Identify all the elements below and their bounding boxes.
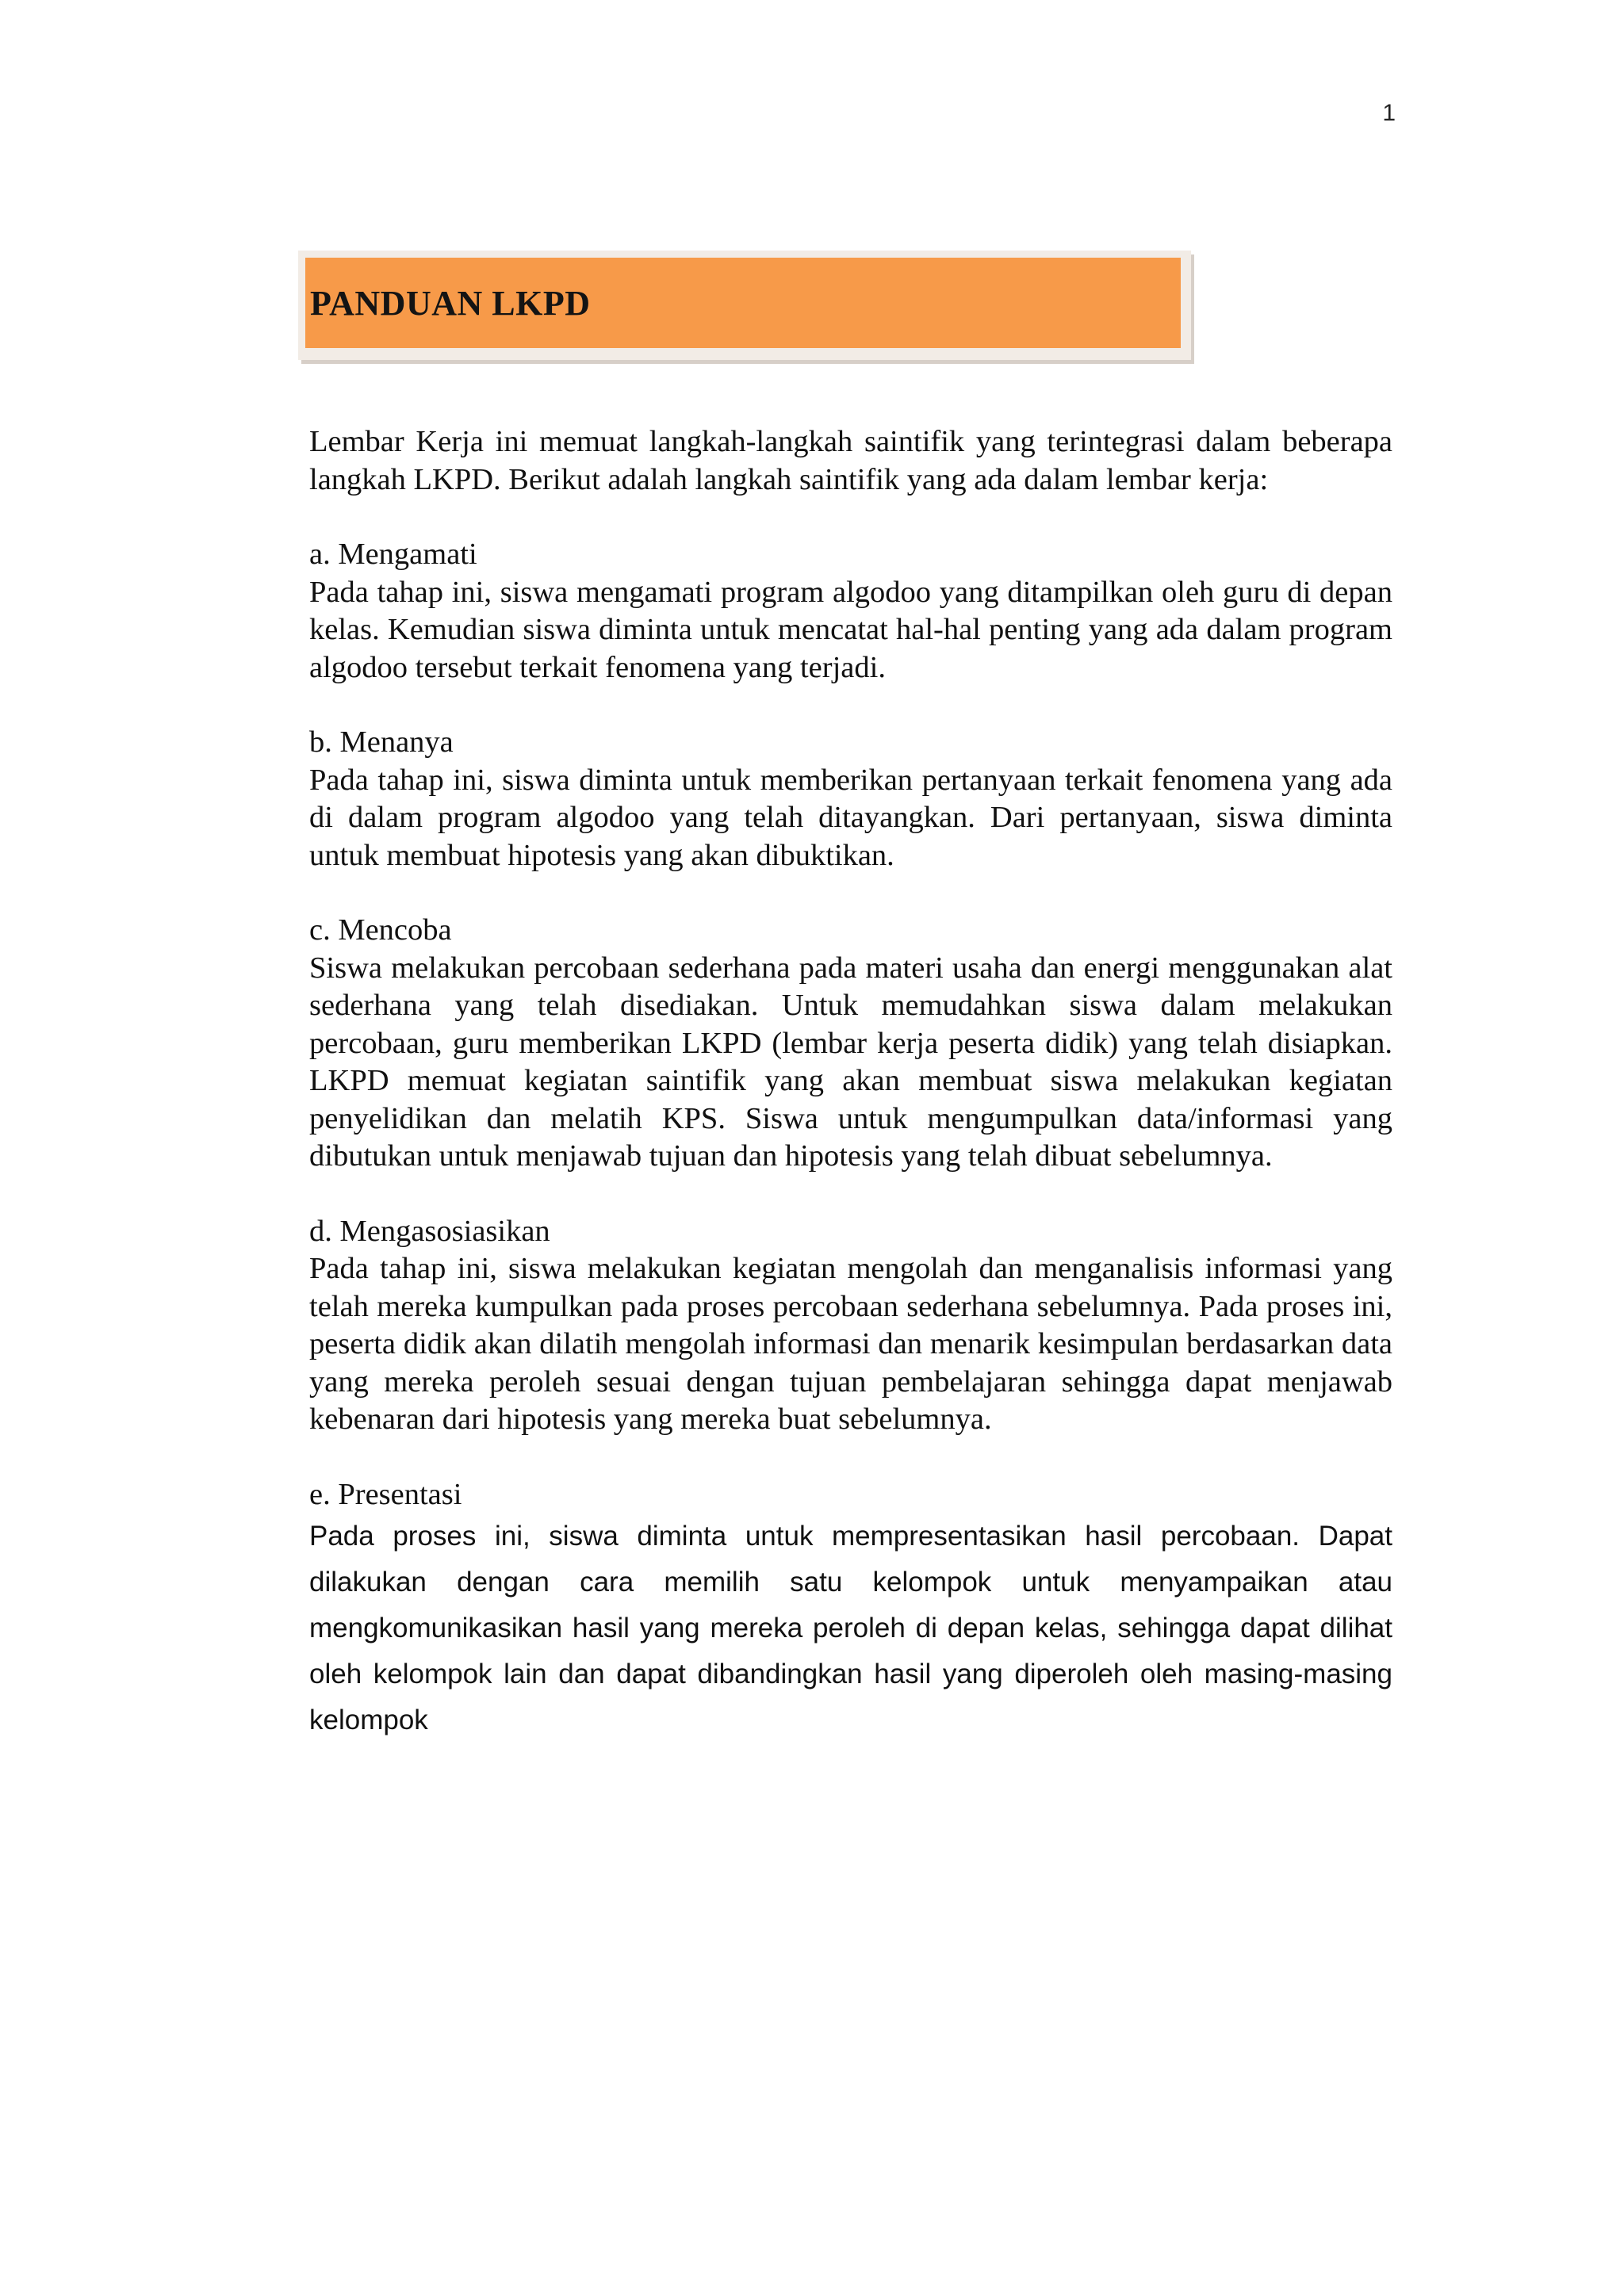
section-menanya xyxy=(309,724,1392,874)
section-body: Pada proses ini, siswa diminta untuk mempresentasikan hasil percobaan. Dapat dilakukan dengan cara memilih satu kelompok untuk menyampaikan atau mengkomunikasikan hasil yang mereka peroleh di depan kelas, sehingga dapat dilihat oleh kelompok lain dan dapat dibandingkan hasil yang diperoleh oleh masing-masing kelompok xyxy=(309,1521,1392,1735)
section-heading: b. Menanya xyxy=(309,725,454,759)
section-heading: d. Mengasosiasikan xyxy=(309,1214,550,1248)
page-number: 1 xyxy=(1382,100,1396,126)
intro-paragraph: Lembar Kerja ini memuat langkah-langkah saintifik yang terintegrasi dalam beberapa langkah LKPD. Berikut adalah langkah saintifik yang ada dalam lembar kerja: xyxy=(309,425,1392,496)
section-presentasi xyxy=(309,1476,1392,1744)
section-heading: a. Mengamati xyxy=(309,538,477,571)
section-body: Pada tahap ini, siswa mengamati program algodoo yang ditampilkan oleh guru di depan kelas. Kemudian siswa diminta untuk mencatat hal-hal penting yang ada dalam program algodoo tersebut terkait fenomena yang terjadi. xyxy=(309,575,1392,684)
section-body: Pada tahap ini, siswa melakukan kegiatan mengolah dan menganalisis informasi yang telah mereka kumpulkan pada proses percobaan sederhana sebelumnya. Pada proses ini, peserta didik akan dilatih mengolah informasi dan menarik kesimpulan berdasarkan data yang mereka peroleh sesuai dengan tujuan pembelajaran sehingga dapat menjawab kebenaran dari hipotesis yang mereka buat sebelumnya. xyxy=(309,1252,1392,1436)
section-heading: c. Mencoba xyxy=(309,913,452,947)
section-heading: e. Presentasi xyxy=(309,1477,462,1511)
section-body: Pada tahap ini, siswa diminta untuk memberikan pertanyaan terkait fenomena yang ada di dalam program algodoo yang telah ditayangkan. Dari pertanyaan, siswa diminta untuk membuat hipotesis yang akan dibuktikan. xyxy=(309,763,1392,872)
section-mengamati xyxy=(309,536,1392,687)
section-mengasosiasikan xyxy=(309,1213,1392,1439)
document-body xyxy=(309,423,1392,1781)
section-mencoba xyxy=(309,912,1392,1176)
title-box xyxy=(305,258,1181,348)
title-banner xyxy=(298,251,1191,360)
page-title: PANDUAN LKPD xyxy=(310,283,591,323)
section-body: Siswa melakukan percobaan sederhana pada materi usaha dan energi menggunakan alat sederhana yang telah disediakan. Untuk memudahkan siswa dalam melakukan percobaan, guru memberikan LKPD (lembar kerja peserta didik) yang telah disiapkan. LKPD memuat kegiatan saintifik yang akan membuat siswa melakukan kegiatan penyelidikan dan melatih KPS. Siswa untuk mengumpulkan data/informasi yang dibutukan untuk menjawab tujuan dan hipotesis yang telah dibuat sebelumnya. xyxy=(309,951,1392,1173)
